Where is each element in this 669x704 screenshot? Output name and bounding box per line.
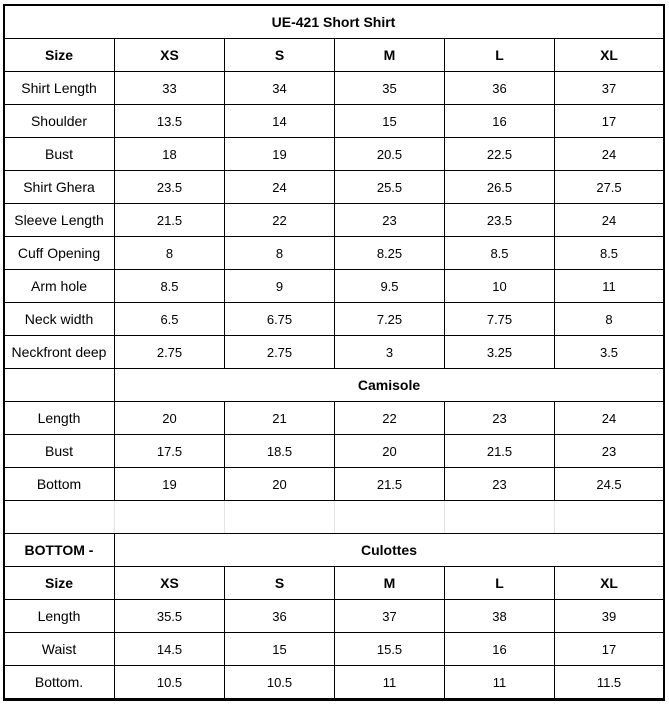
empty-cell [115, 501, 225, 534]
measurement-value: 20 [225, 468, 335, 501]
measurement-value: 22 [225, 204, 335, 237]
spacer-row [4, 501, 664, 534]
bottom-section-label: BOTTOM - [4, 534, 115, 567]
measurement-value: 15 [225, 633, 335, 666]
chart-title: UE-421 Short Shirt [4, 5, 664, 39]
measurement-value: 20 [335, 435, 445, 468]
camisole-title-row [4, 369, 664, 402]
measurement-label: Bottom [4, 468, 115, 501]
measurement-value: 22.5 [445, 138, 555, 171]
measurement-value: 14.5 [115, 633, 225, 666]
measurement-label: Shoulder [4, 105, 115, 138]
measurement-label: Bust [4, 435, 115, 468]
empty-cell [225, 501, 335, 534]
measurement-value: 19 [115, 468, 225, 501]
measurement-label: Sleeve Length [4, 204, 115, 237]
measurement-value: 25.5 [335, 171, 445, 204]
shirt-row [4, 270, 664, 303]
measurement-value: 20 [115, 402, 225, 435]
measurement-value: 7.75 [445, 303, 555, 336]
camisole-blank-cell [4, 369, 115, 402]
measurement-value: 6.5 [115, 303, 225, 336]
shirt-row [4, 171, 664, 204]
measurement-value: 38 [445, 600, 555, 633]
measurement-value: 18.5 [225, 435, 335, 468]
measurement-value: 23.5 [445, 204, 555, 237]
measurement-value: 19 [225, 138, 335, 171]
header-xl: XL [555, 567, 664, 600]
culottes-row [4, 600, 664, 633]
measurement-value: 17 [555, 105, 664, 138]
measurement-value: 24 [555, 138, 664, 171]
shirt-row [4, 204, 664, 237]
empty-cell [555, 501, 664, 534]
culottes-title: Culottes [115, 534, 664, 567]
measurement-label: Shirt Length [4, 72, 115, 105]
measurement-value: 16 [445, 105, 555, 138]
measurement-value: 14 [225, 105, 335, 138]
shirt-row [4, 303, 664, 336]
measurement-value: 24 [555, 402, 664, 435]
measurement-value: 15 [335, 105, 445, 138]
measurement-value: 11 [445, 666, 555, 699]
size-chart-table [3, 4, 664, 699]
camisole-row [4, 468, 664, 501]
measurement-value: 2.75 [115, 336, 225, 369]
header-xs: XS [115, 567, 225, 600]
shirt-row [4, 138, 664, 171]
measurement-value: 2.75 [225, 336, 335, 369]
shirt-row [4, 237, 664, 270]
bottom-header-row [4, 567, 664, 600]
measurement-value: 33 [115, 72, 225, 105]
size-chart-sheet [3, 4, 663, 701]
measurement-value: 23 [555, 435, 664, 468]
measurement-value: 21.5 [335, 468, 445, 501]
measurement-value: 35 [335, 72, 445, 105]
measurement-value: 21.5 [445, 435, 555, 468]
measurement-value: 10 [445, 270, 555, 303]
shirt-row [4, 72, 664, 105]
header-s: S [225, 39, 335, 72]
measurement-value: 8.5 [445, 237, 555, 270]
measurement-label: Bust [4, 138, 115, 171]
measurement-value: 10.5 [115, 666, 225, 699]
measurement-value: 9 [225, 270, 335, 303]
measurement-value: 27.5 [555, 171, 664, 204]
measurement-label: Neckfront deep [4, 336, 115, 369]
measurement-value: 35.5 [115, 600, 225, 633]
bottom-title-row [4, 534, 664, 567]
measurement-value: 21.5 [115, 204, 225, 237]
measurement-value: 23.5 [115, 171, 225, 204]
header-size: Size [4, 39, 115, 72]
measurement-value: 37 [335, 600, 445, 633]
measurement-value: 10.5 [225, 666, 335, 699]
measurement-value: 23 [445, 402, 555, 435]
measurement-value: 9.5 [335, 270, 445, 303]
measurement-value: 8 [115, 237, 225, 270]
measurement-value: 11 [555, 270, 664, 303]
measurement-value: 8.25 [335, 237, 445, 270]
measurement-value: 3 [335, 336, 445, 369]
camisole-title: Camisole [115, 369, 664, 402]
measurement-label: Neck width [4, 303, 115, 336]
measurement-value: 37 [555, 72, 664, 105]
measurement-value: 18 [115, 138, 225, 171]
measurement-value: 8 [555, 303, 664, 336]
measurement-value: 6.75 [225, 303, 335, 336]
header-l: L [445, 39, 555, 72]
measurement-value: 26.5 [445, 171, 555, 204]
measurement-label: Length [4, 600, 115, 633]
measurement-value: 3.5 [555, 336, 664, 369]
header-m: M [335, 567, 445, 600]
measurement-value: 23 [445, 468, 555, 501]
title-row [4, 5, 664, 39]
measurement-value: 8.5 [115, 270, 225, 303]
measurement-value: 11.5 [555, 666, 664, 699]
measurement-value: 7.25 [335, 303, 445, 336]
measurement-value: 15.5 [335, 633, 445, 666]
empty-cell [445, 501, 555, 534]
measurement-value: 20.5 [335, 138, 445, 171]
measurement-value: 34 [225, 72, 335, 105]
measurement-value: 17 [555, 633, 664, 666]
measurement-value: 24 [555, 204, 664, 237]
measurement-label: Cuff Opening [4, 237, 115, 270]
header-size: Size [4, 567, 115, 600]
measurement-label: Length [4, 402, 115, 435]
measurement-value: 3.25 [445, 336, 555, 369]
measurement-value: 39 [555, 600, 664, 633]
measurement-value: 24.5 [555, 468, 664, 501]
measurement-label: Shirt Ghera [4, 171, 115, 204]
header-m: M [335, 39, 445, 72]
header-l: L [445, 567, 555, 600]
measurement-label: Waist [4, 633, 115, 666]
measurement-value: 21 [225, 402, 335, 435]
header-xl: XL [555, 39, 664, 72]
shirt-header-row [4, 39, 664, 72]
camisole-row [4, 402, 664, 435]
header-s: S [225, 567, 335, 600]
measurement-value: 13.5 [115, 105, 225, 138]
measurement-value: 36 [225, 600, 335, 633]
measurement-label: Arm hole [4, 270, 115, 303]
header-xs: XS [115, 39, 225, 72]
empty-cell [335, 501, 445, 534]
measurement-value: 36 [445, 72, 555, 105]
measurement-value: 17.5 [115, 435, 225, 468]
shirt-row [4, 336, 664, 369]
culottes-row [4, 633, 664, 666]
measurement-value: 8 [225, 237, 335, 270]
shirt-row [4, 105, 664, 138]
measurement-label: Bottom. [4, 666, 115, 699]
camisole-row [4, 435, 664, 468]
culottes-row [4, 666, 664, 699]
measurement-value: 22 [335, 402, 445, 435]
measurement-value: 24 [225, 171, 335, 204]
empty-cell [4, 501, 115, 534]
measurement-value: 8.5 [555, 237, 664, 270]
measurement-value: 16 [445, 633, 555, 666]
measurement-value: 23 [335, 204, 445, 237]
measurement-value: 11 [335, 666, 445, 699]
